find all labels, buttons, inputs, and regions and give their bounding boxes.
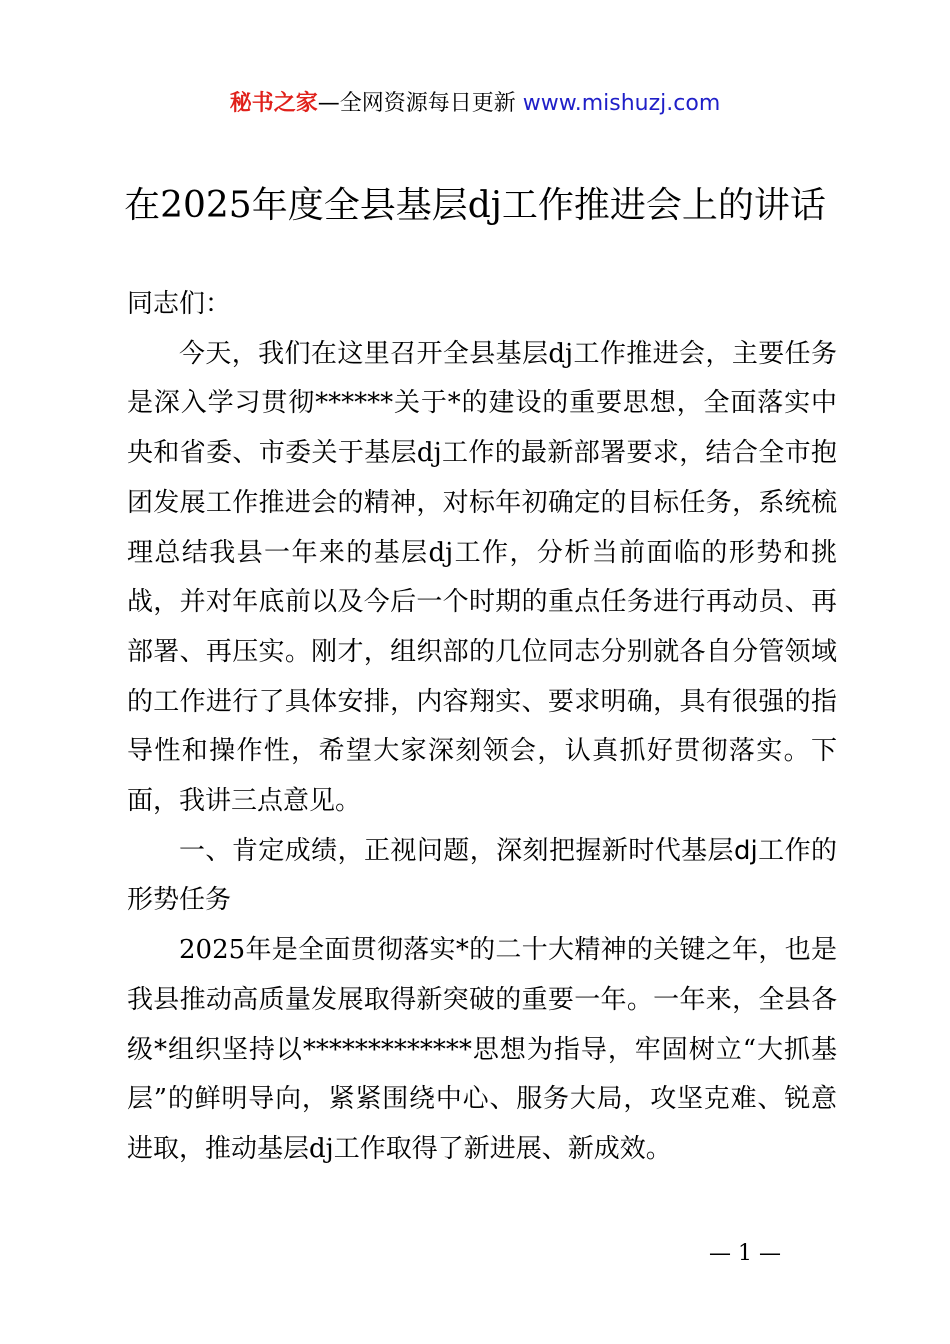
document-body (127, 280, 837, 1175)
document-title: 在2025年度全县基层dj工作推进会上的讲话 (124, 185, 826, 226)
paragraph-opening: 今天，我们在这里召开全县基层dj工作推进会，主要任务是深入学习贯彻******关于*的建设的重要思想，全面落实中央和省委、市委关于基层dj工作的最新部署要求，结合全市抱团发展工作推进会的精神，对标年初确定的目标任务，系统梳理总结我县一年来的基层dj工作，分析当前面临的形势和挑战，并对年底前以及今后一个时期的重点任务进行再动员、再部署、再压实。刚才，组织部的几位同志分别就各自分管领域的工作进行了具体安排，内容翔实、要求明确，具有很强的指导性和操作性，希望大家深刻领会，认真抓好贯彻落实。下面，我讲三点意见。 (127, 338, 837, 817)
site-url-link[interactable]: www.mishuzj.com (522, 91, 721, 116)
section-heading-1: 一、肯定成绩，正视问题，深刻把握新时代基层dj工作的形势任务 (127, 835, 837, 916)
site-name: 秘书之家 (229, 91, 318, 116)
page-number: — 1 — (709, 1241, 781, 1266)
site-tagline: 全网资源每日更新 (339, 91, 516, 116)
paragraph-section-1: 2025年是全面贯彻落实*的二十大精神的关键之年，也是我县推动高质量发展取得新突破的重要一年。一年来，全县各级*组织坚持以*************思想为指导，牢固树立“大抓基层”的鲜明导向，紧紧围绕中心、服务大局，攻坚克难、锐意进取，推动基层dj工作取得了新进展、新成效。 (127, 935, 837, 1164)
site-header (0, 84, 950, 124)
salutation: 同志们： (127, 289, 232, 319)
header-dash: — (317, 91, 340, 116)
